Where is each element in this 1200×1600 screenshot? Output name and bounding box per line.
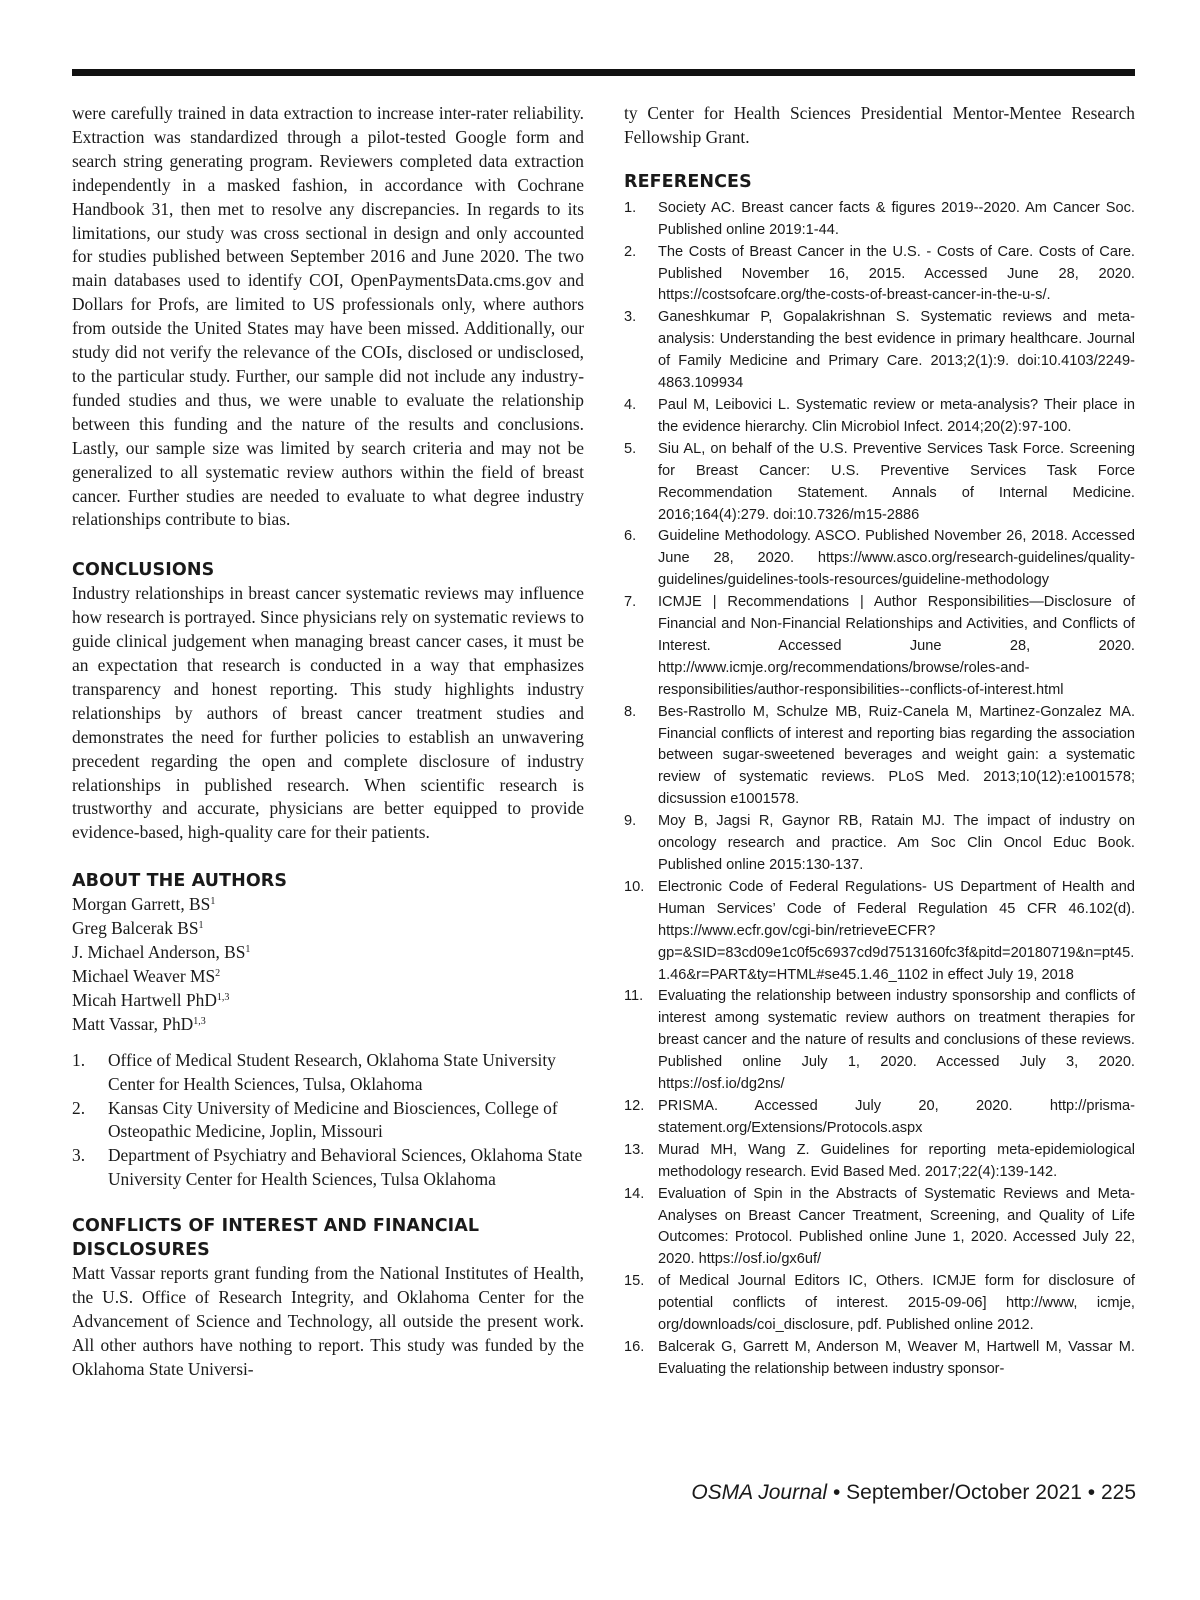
affiliation-item [72,1144,584,1192]
reference-text: Siu AL, on behalf of the U.S. Preventive Services Task Force. Screening for Breast Cancer: U.S. Preventive Services Task Force Recommendation Statement. Annals of Internal Medicine. 2016;164(4):279. doi:10.7326/m15-2886 [658,440,1135,523]
conclusions-paragraph: Industry relationships in breast cancer systematic reviews may influence how research is portrayed. Since physicians rely on systematic reviews to guide clinical judgement when managing breast cancer cases, it must be an expectation that research is conducted in a way that emphasizes transparency and honest reporting. This study highlights industry relationships by authors of breast cancer treatment studies and demonstrates the need for further policies to establish an unwavering precedent regarding the open and complete disclosure of industry relationships in published research. When scientific research is trustworthy and accurate, physicians are better equipped to provide evidence-based, high-quality care for their patients. [72,583,584,843]
reference-text: ICMJE | Recommendations | Author Responsibilities—Disclosure of Financial and Non-Financial Relationships and Activities, and Conflicts of Interest. Accessed June 28, 2020. http://www.icmje.org/recommendations/browse/roles-and-responsibilities/author-responsibilities--conflicts-of-interest.html [658,594,1135,698]
reference-text: Society AC. Breast cancer facts & figures 2019--2020. Am Cancer Soc. Published online 2019:1-44. [658,199,1135,238]
reference-item [624,592,1135,702]
reference-item [624,811,1135,877]
reference-number: 1. [624,199,637,216]
author-name: Morgan Garrett, BS [72,894,211,915]
reference-item [624,526,1135,592]
reference-number: 3. [624,309,637,326]
reference-item [624,439,1135,527]
author-affiliation-mark: 1 [210,896,216,908]
reference-number: 5. [624,440,637,457]
reference-number: 15. [624,1273,645,1290]
author-item [72,1013,584,1037]
author-item [72,941,584,965]
reference-text: Murad MH, Wang Z. Guidelines for reporting meta-epidemiological methodology research. Evid Based Med. 2017;22(4):139-142. [658,1141,1135,1180]
affiliations-list [72,1049,584,1192]
reference-item [624,307,1135,395]
reference-text: Evaluation of Spin in the Abstracts of Systematic Reviews and Meta-Analyses on Breast Cancer Treatment, Screening, and Quality of Life Outcomes: Protocol. Published online June 1, 2020. Accessed July 22, 2020. https://osf.io/gx6uf/ [658,1185,1135,1268]
reference-text: Evaluating the relationship between industry sponsorship and conflicts of interest among systematic review authors on treatment therapies for breast cancer and the nature of results and conclusions of these reviews. Published online July 1, 2020. Accessed July 3, 2020. https://osf.io/dg2ns/ [658,988,1135,1093]
page-footer [691,1480,1136,1506]
reference-number: 16. [624,1338,645,1355]
reference-text: of Medical Journal Editors IC, Others. ICMJE form for disclosure of potential conflicts of interest. 2015-09-06] http://www, icmje, org/downloads/coi_disclosure, pdf. Published online 2012. [658,1273,1135,1334]
affiliation-number: 2. [72,1097,86,1118]
affiliation-text: Kansas City University of Medicine and Biosciences, College of Osteopathic Medicine, Joplin, Missouri [108,1097,558,1142]
reference-item [624,877,1135,987]
reference-number: 11. [624,988,644,1005]
author-affiliation-mark: 2 [215,968,221,979]
affiliation-text: Department of Psychiatry and Behavioral Sciences, Oklahoma State University Center for Health Sciences, Tulsa Oklahoma [108,1145,583,1190]
affiliation-number: 3. [72,1145,86,1166]
references-heading: REFERENCES [624,171,752,192]
reference-number: 9. [624,813,637,830]
reference-item [624,242,1135,308]
reference-number: 13. [624,1141,645,1158]
author-name: J. Michael Anderson, BS [72,942,246,963]
left-column [72,102,584,1382]
author-affiliation-mark: 1,3 [193,1015,206,1027]
reference-number: 4. [624,396,637,413]
reference-number: 7. [624,594,637,611]
reference-item [624,1096,1135,1140]
reference-text: Electronic Code of Federal Regulations- US Department of Health and Human Services’ Code of Federal Regulation 45 CFR 46.102(d). https://www.ecfr.gov/cgi-bin/retrieveECFR?gp=&SID=83cd09e1c0f5c6937cd9d7513160fc3f&pitd=20180719&n=pt45.1.46&r=PART&ty=HTML#se45.1.46_1102 in effect July 19, 2018 [658,878,1135,983]
author-item [72,893,584,917]
author-item [72,989,584,1013]
reference-number: 2. [624,243,637,260]
right-column [624,102,1135,1381]
references-list [624,198,1135,1381]
affiliation-item [72,1097,584,1145]
reference-text: Ganeshkumar P, Gopalakrishnan S. Systematic reviews and meta-analysis: Understanding the best evidence in primary healthcare. Journal of Family Medicine and Primary Care. 2013;2(1):9. doi:10.4103/2249-4863.109934 [658,309,1135,392]
reference-text: Paul M, Leibovici L. Systematic review or meta-analysis? Their place in the evidence hierarchy. Clin Microbiol Infect. 2014;20(2):97-100. [658,396,1135,435]
affiliation-item [72,1049,584,1097]
author-name: Micah Hartwell PhD [72,989,217,1010]
reference-number: 10. [624,878,645,895]
authors-heading: ABOUT THE AUTHORS [72,871,288,892]
reference-item [624,1184,1135,1272]
author-name: Greg Balcerak BS [72,918,199,939]
reference-text: The Costs of Breast Cancer in the U.S. - Costs of Care. Costs of Care. Published November 16, 2015. Accessed June 28, 2020. https://costsofcare.org/the-costs-of-breast-cancer-in-the-u-s/. [658,243,1135,304]
reference-number: 12. [624,1097,645,1114]
reference-number: 8. [624,703,637,720]
reference-text: Guideline Methodology. ASCO. Published November 26, 2018. Accessed June 28, 2020. https://www.asco.org/research-guidelines/quality-guidelines/guidelines-tools-resources/guideline-methodology [658,528,1135,589]
reference-number: 6. [624,528,637,545]
affiliation-text: Office of Medical Student Research, Oklahoma State University Center for Health Sciences, Tulsa, Oklahoma [108,1049,556,1094]
reference-text: PRISMA. Accessed July 20, 2020. http://prisma-statement.org/Extensions/Protocols.aspx [658,1097,1135,1136]
top-rule [72,69,1135,76]
conclusions-heading: CONCLUSIONS [72,560,215,581]
reference-item [624,198,1135,242]
reference-number: 14. [624,1185,645,1202]
author-affiliation-mark: 1 [198,920,204,932]
reference-item [624,702,1135,812]
reference-item [624,1140,1135,1184]
author-affiliation-mark: 1,3 [216,991,230,1003]
reference-item [624,395,1135,439]
journal-name: OSMA Journal [691,1481,828,1504]
affiliation-number: 1. [72,1049,86,1070]
coi-paragraph: Matt Vassar reports grant funding from the National Institutes of Health, the U.S. Office of Research Integrity, and Oklahoma Center for the Advancement of Science and Technology, all outside the present work. All other authors have nothing to report. This study was funded by the Oklahoma State Universi- [72,1263,584,1379]
author-name: Michael Weaver MS [72,966,216,986]
reference-text: Moy B, Jagsi R, Gaynor RB, Ratain MJ. The impact of industry on oncology research and practice. Am Soc Clin Oncol Educ Book. Published online 2015:130-137. [658,813,1135,873]
reference-text: Bes-Rastrollo M, Schulze MB, Ruiz-Canela M, Martinez-Gonzalez MA. Financial conflicts of interest and reporting bias regarding the association between sugar-sweetened beverages and weight gain: a systematic review of systematic reviews. PLoS Med. 2013;10(12):e1001578; dicsussion e1001578. [658,703,1135,808]
author-affiliation-mark: 1 [245,944,251,956]
authors-list [72,893,584,1036]
intro-paragraph: were carefully trained in data extraction to increase inter-rater reliability. Extraction was standardized through a pilot-tested Google form and search string generating program. Reviewers completed data extraction independently in a masked fashion, in accordance with Cochrane Handbook 31, then met to resolve any discrepancies. In regards to its limitations, our study was cross sectional in design and only accounted for studies published between September 2016 and June 2020. The two main databases used to identify COI, OpenPaymentsData.cms.gov and Dollars for Profs, are limited to US professionals only, where authors from outside the United States may have been missed. Additionally, our study did not verify the relevance of the COIs, disclosed or undisclosed, to the particular study. Further, our sample did not include any industry-funded studies and thus, we were unable to evaluate the relationship between this funding and the nature of the results and conclusions. Lastly, our sample size was limited by search criteria and may not be generalized to all systematic review authors within the field of breast cancer. Further studies are needed to evaluate to what degree industry relationships contribute to bias. [72,103,584,530]
reference-item [624,986,1135,1096]
author-item [72,965,584,989]
coi-heading: CONFLICTS OF INTEREST AND FINANCIAL DISCLOSURES [72,1216,480,1261]
reference-item [624,1337,1135,1381]
reference-item [624,1271,1135,1337]
issue-and-page: • September/October 2021 • 225 [827,1481,1136,1504]
continuation-paragraph: ty Center for Health Sciences Presidential Mentor-Mentee Research Fellowship Grant. [624,103,1135,147]
author-name: Matt Vassar, PhD [72,1013,194,1034]
reference-text: Balcerak G, Garrett M, Anderson M, Weaver M, Hartwell M, Vassar M. Evaluating the relationship between industry sponsor- [658,1338,1135,1377]
author-item [72,917,584,941]
